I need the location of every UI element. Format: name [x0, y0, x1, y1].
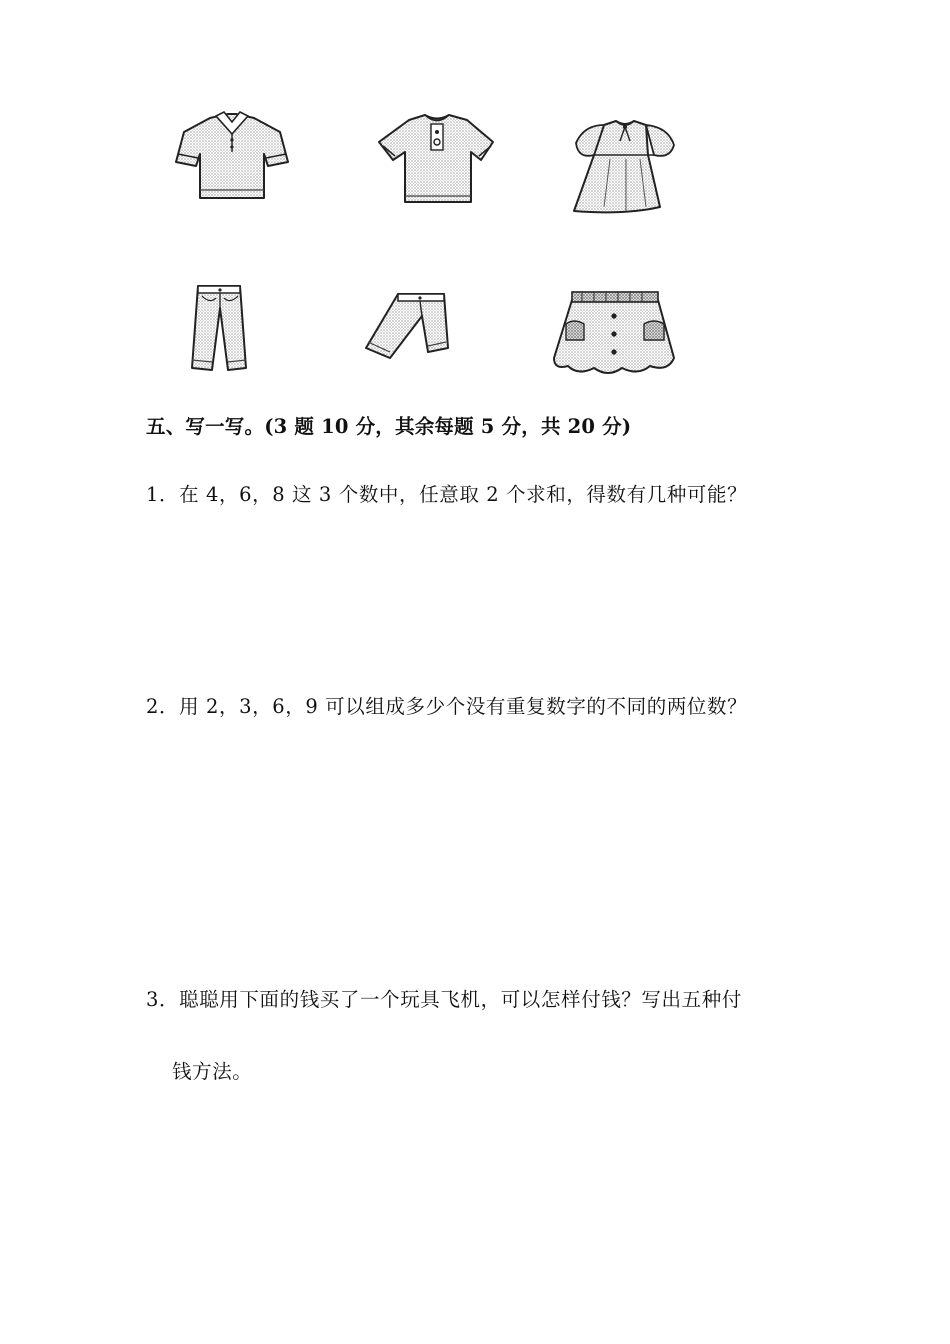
question-3-continuation: 钱方法。: [172, 1060, 253, 1083]
polo-shirt-image: [172, 110, 292, 205]
cropped-pants-image: [362, 290, 452, 365]
question-3: 3．聪聪用下面的钱买了一个玩具飞机，可以怎样付钱？写出五种付: [146, 988, 742, 1011]
section-title: 五、写一写。(3 题 10 分，其余每题 5 分，共 20 分): [146, 415, 632, 438]
t-shirt-image: [375, 112, 500, 207]
long-pants-image: [180, 282, 260, 372]
clothing-illustrations: [0, 0, 950, 400]
question-1: 1．在 4，6，8 这 3 个数中，任意取 2 个求和，得数有几种可能？: [146, 483, 748, 506]
skirt-image: [550, 288, 680, 378]
question-2: 2．用 2，3，6，9 可以组成多少个没有重复数字的不同的两位数？: [146, 695, 748, 718]
dress-image: [570, 115, 680, 215]
